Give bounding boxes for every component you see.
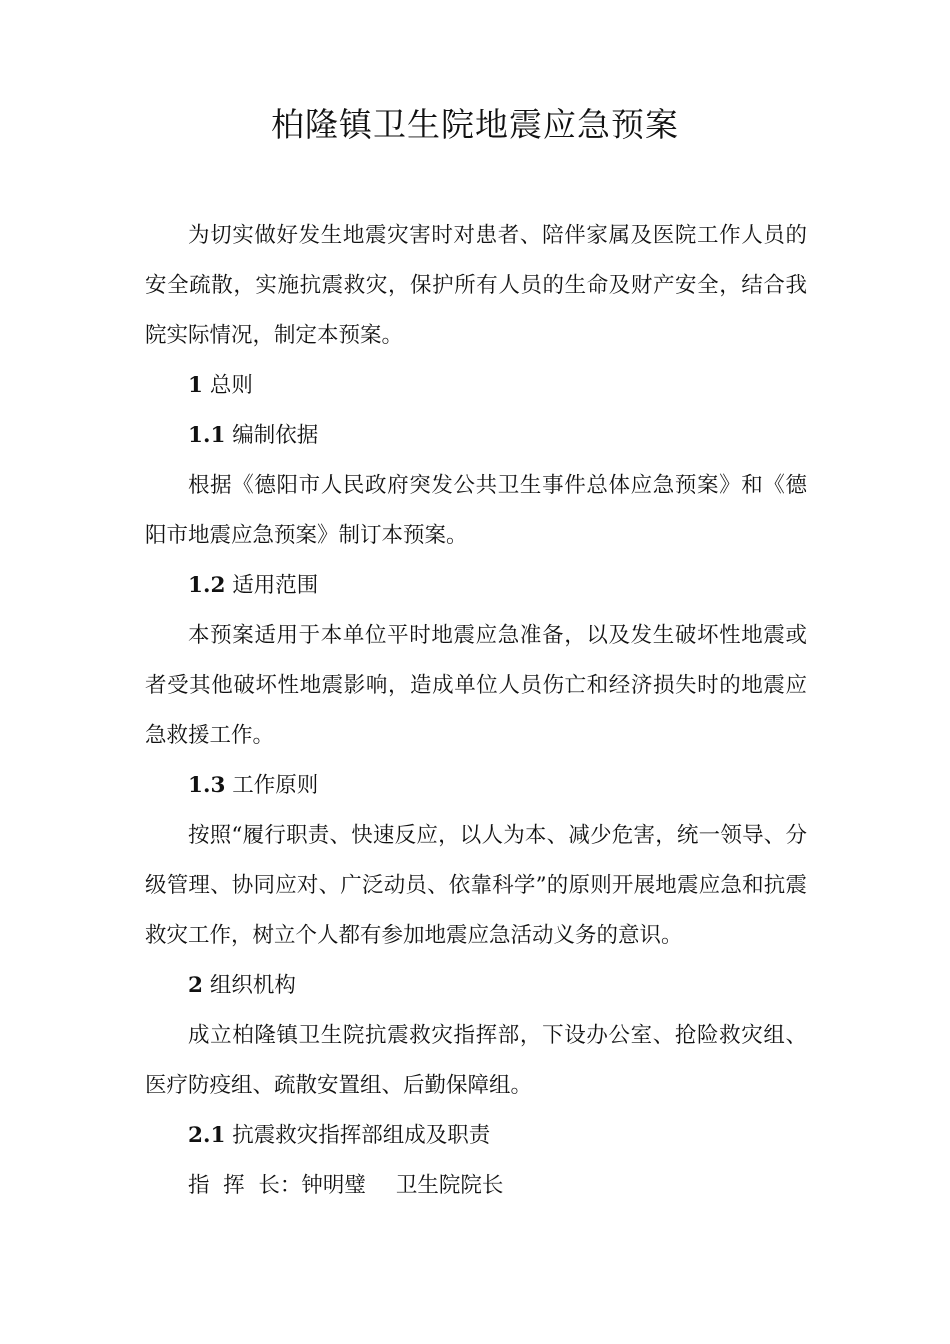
heading-number: 2.1	[188, 1123, 226, 1148]
heading-text: 工作原则	[232, 773, 319, 798]
document-body	[145, 211, 807, 1211]
commander-line	[145, 1161, 807, 1211]
heading-2	[145, 961, 807, 1011]
heading-number: 2	[188, 973, 203, 998]
heading-text: 适用范围	[232, 573, 319, 598]
commander-name: 钟明璧	[301, 1173, 366, 1198]
heading-text: 总则	[209, 373, 253, 398]
paragraph-1-3: 按照“履行职责、快速反应，以人为本、减少危害，统一领导、分级管理、协同应对、广泛动员、依靠科学”的原则开展地震应急和抗震救灾工作，树立个人都有参加地震应急活动义务的意识。	[145, 823, 807, 948]
heading-1-2	[145, 561, 807, 611]
heading-text: 组织机构	[209, 973, 296, 998]
heading-number: 1.1	[188, 423, 226, 448]
heading-1-3	[145, 761, 807, 811]
heading-number: 1.3	[188, 773, 226, 798]
intro-paragraph: 为切实做好发生地震灾害时对患者、陪伴家属及医院工作人员的安全疏散，实施抗震救灾，保护所有人员的生命及财产安全，结合我院实际情况，制定本预案。	[145, 223, 807, 348]
paragraph-1-2: 本预案适用于本单位平时地震应急准备，以及发生破坏性地震或者受其他破坏性地震影响，造成单位人员伤亡和经济损失时的地震应急救援工作。	[145, 623, 807, 748]
paragraph-2: 成立柏隆镇卫生院抗震救灾指挥部，下设办公室、抢险救灾组、医疗防疫组、疏散安置组、后勤保障组。	[145, 1023, 807, 1098]
heading-text: 编制依据	[232, 423, 319, 448]
commander-label: 指 挥 长：	[188, 1173, 302, 1198]
paragraph-1-1: 根据《德阳市人民政府突发公共卫生事件总体应急预案》和《德阳市地震应急预案》制订本预案。	[145, 473, 807, 548]
heading-text: 抗震救灾指挥部组成及职责	[232, 1123, 491, 1148]
heading-1-1	[145, 411, 807, 461]
heading-number: 1.2	[188, 573, 226, 598]
commander-position: 卫生院院长	[395, 1173, 504, 1198]
heading-number: 1	[188, 373, 203, 398]
heading-1	[145, 361, 807, 411]
heading-2-1	[145, 1111, 807, 1161]
document-title: 柏隆镇卫生院地震应急预案	[271, 105, 679, 144]
